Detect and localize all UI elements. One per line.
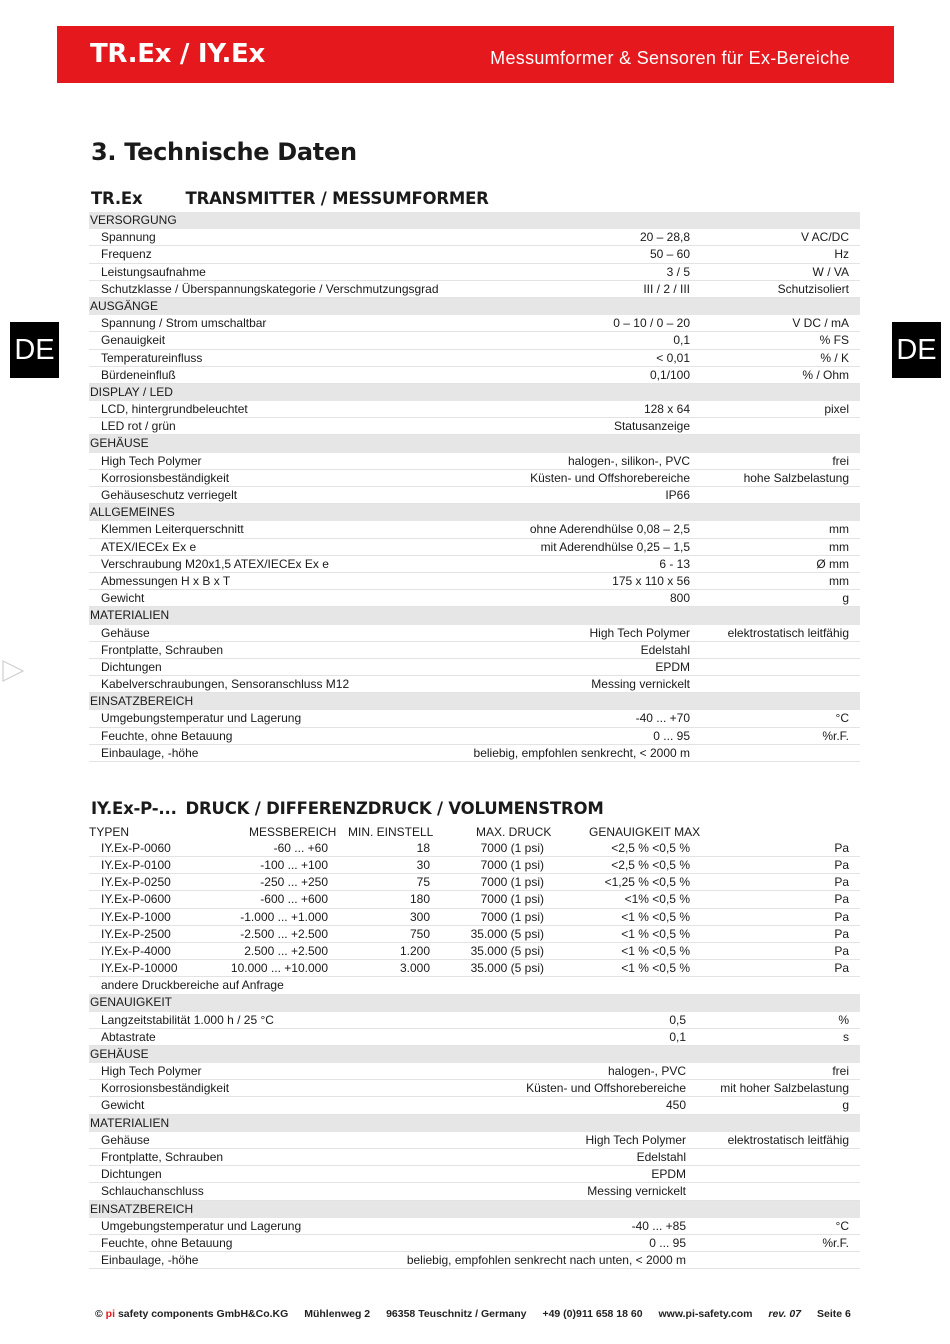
- type-accuracy: <2,5 % <0,5 %: [611, 858, 690, 873]
- spec-row: [89, 487, 860, 504]
- spec-unit: °C: [835, 711, 849, 726]
- section-title-pressure: [91, 799, 604, 818]
- footer-company: safety components GmbH&Co.KG: [117, 1308, 289, 1320]
- type-name: IY.Ex-P-10000: [101, 960, 178, 975]
- spec-row: [89, 418, 860, 435]
- spec-value: Küsten- und Offshorebereiche: [526, 1081, 686, 1096]
- type-max-pressure: 35.000 (5 psi): [470, 943, 544, 958]
- type-unit: Pa: [834, 943, 849, 958]
- section-code: IY.Ex-P-...: [91, 799, 177, 818]
- category-label: EINSATZBEREICH: [90, 694, 194, 709]
- spec-label: Genauigkeit: [101, 333, 166, 348]
- spec-value: 128 x 64: [643, 402, 690, 417]
- spec-value: High Tech Polymer: [589, 625, 690, 640]
- category-header: [89, 1201, 860, 1218]
- spec-label: LCD, hintergrundbeleuchtet: [101, 402, 248, 417]
- spec-unit: g: [842, 1098, 849, 1113]
- header-title: TR.Ex / IY.Ex: [90, 39, 265, 69]
- section-code: TR.Ex: [91, 189, 143, 208]
- type-range: 10.000 ... +10.000: [230, 960, 328, 975]
- type-unit: Pa: [834, 858, 849, 873]
- spec-label: Frequenz: [101, 247, 152, 262]
- spec-label: LED rot / grün: [101, 419, 176, 434]
- type-accuracy: <1,25 % <0,5 %: [604, 875, 690, 890]
- spec-unit: mm: [829, 573, 849, 588]
- page-title: 3. Technische Daten: [91, 138, 357, 166]
- type-name: IY.Ex-P-1000: [101, 909, 171, 924]
- spec-value: 0 – 10 / 0 – 20: [613, 316, 690, 331]
- language-tab-left: DE: [10, 322, 59, 378]
- spec-unit: °C: [835, 1218, 849, 1233]
- spec-value: 20 – 28,8: [639, 230, 690, 245]
- type-max-pressure: 7000 (1 psi): [480, 909, 544, 924]
- header-subtitle: Messumformer & Sensoren für Ex-Bereiche: [490, 48, 850, 68]
- section-heading: TRANSMITTER / MESSUMFORMER: [185, 189, 489, 208]
- spec-value: Edelstahl: [640, 642, 690, 657]
- type-name: IY.Ex-P-0250: [101, 875, 171, 890]
- type-min-setting: 1.200: [399, 943, 430, 958]
- spec-value: 6 - 13: [659, 556, 690, 571]
- spec-value: -40 ... +70: [635, 711, 690, 726]
- spec-unit: g: [842, 591, 849, 606]
- spec-unit: W / VA: [812, 264, 849, 279]
- spec-label: Dichtungen: [101, 1167, 162, 1182]
- spec-label: High Tech Polymer: [101, 1064, 202, 1079]
- type-range: -60 ... +60: [273, 841, 328, 855]
- category-label: MATERIALIEN: [90, 1115, 170, 1130]
- spec-unit: Hz: [834, 247, 849, 262]
- spec-unit: %: [838, 1012, 849, 1027]
- spec-value: 0 ... 95: [649, 1235, 686, 1250]
- type-unit: Pa: [834, 875, 849, 890]
- spec-value: 3 / 5: [666, 264, 690, 279]
- spec-label: Korrosionsbeständigkeit: [101, 470, 230, 485]
- spec-value: 0,1: [669, 1029, 686, 1044]
- category-header: [89, 504, 860, 521]
- type-accuracy: <1 % <0,5 %: [621, 926, 690, 941]
- category-label: DISPLAY / LED: [90, 384, 173, 399]
- spec-value: Edelstahl: [636, 1150, 686, 1164]
- spec-value: < 0,01: [656, 350, 690, 365]
- spec-value: ohne Aderendhülse 0,08 – 2,5: [529, 522, 690, 537]
- type-min-setting: 300: [409, 909, 430, 924]
- spec-value: Messing vernickelt: [591, 677, 690, 692]
- type-row: [89, 840, 860, 857]
- spec-label: Kabelverschraubungen, Sensoranschluss M12: [101, 677, 350, 692]
- spec-row: [89, 710, 860, 727]
- spec-unit: %r.F.: [822, 728, 849, 743]
- spec-value: 0,5: [669, 1012, 686, 1027]
- spec-label: Spannung: [101, 230, 156, 245]
- note-text: andere Druckbereiche auf Anfrage: [101, 978, 284, 993]
- footer-web[interactable]: www.pi-safety.com: [658, 1308, 753, 1320]
- type-accuracy: <1% <0,5 %: [624, 892, 690, 907]
- type-min-setting: 180: [409, 892, 430, 907]
- spec-value: 50 – 60: [649, 247, 690, 262]
- type-range: -2.500 ... +2.500: [240, 926, 328, 941]
- type-row: [89, 926, 860, 943]
- type-name: IY.Ex-P-4000: [101, 943, 171, 958]
- spec-row: [89, 1252, 860, 1269]
- category-label: VERSORGUNG: [90, 213, 177, 227]
- spec-row: [89, 1012, 860, 1029]
- spec-value: 0,1/100: [649, 367, 690, 382]
- type-accuracy: <1 % <0,5 %: [621, 960, 690, 975]
- spec-row: [89, 1063, 860, 1080]
- spec-row: [89, 1183, 860, 1200]
- spec-label: Einbaulage, -höhe: [101, 1253, 199, 1268]
- type-range: -100 ... +100: [260, 858, 328, 873]
- spec-table-pressure: [89, 822, 860, 1269]
- type-max-pressure: 7000 (1 psi): [480, 858, 544, 873]
- col-header-accuracy: GENAUIGKEIT MAX: [589, 825, 701, 839]
- spec-unit: Ø mm: [816, 556, 849, 571]
- spec-row: [89, 1080, 860, 1097]
- section-heading: DRUCK / DIFFERENZDRUCK / VOLUMENSTROM: [185, 799, 604, 818]
- spec-row: [89, 1132, 860, 1149]
- spec-unit: % / K: [820, 350, 849, 365]
- spec-label: Temperatureinfluss: [101, 350, 203, 365]
- spec-label: Gewicht: [101, 591, 145, 606]
- spec-row: [89, 367, 860, 384]
- type-accuracy: <1 % <0,5 %: [621, 943, 690, 958]
- spec-label: Feuchte, ohne Betauung: [101, 728, 233, 743]
- spec-row: [89, 539, 860, 556]
- type-name: IY.Ex-P-2500: [101, 926, 171, 941]
- spec-unit: V DC / mA: [792, 316, 849, 331]
- spec-value: halogen-, PVC: [607, 1064, 686, 1079]
- type-max-pressure: 7000 (1 psi): [480, 875, 544, 890]
- types-list: [89, 840, 860, 977]
- spec-unit: frei: [832, 1064, 849, 1079]
- col-header-min: MIN. EINSTELL: [348, 825, 434, 839]
- spec-value: 0 ... 95: [653, 728, 690, 743]
- type-row: [89, 943, 860, 960]
- spec-row: [89, 745, 860, 762]
- category-header: [89, 1115, 860, 1132]
- spec-unit: % / Ohm: [802, 367, 849, 382]
- spec-label: Dichtungen: [101, 659, 162, 674]
- spec-label: Spannung / Strom umschaltbar: [101, 316, 267, 331]
- footer-revision: rev. 07: [768, 1308, 802, 1320]
- spec-label: Gehäuse: [101, 625, 150, 640]
- type-range: -250 ... +250: [260, 875, 328, 890]
- type-max-pressure: 35.000 (5 psi): [470, 926, 544, 941]
- spec-unit: mit hoher Salzbelastung: [720, 1081, 849, 1096]
- spec-unit: elektrostatisch leitfähig: [727, 625, 849, 640]
- type-max-pressure: 7000 (1 psi): [480, 841, 544, 855]
- spec-label: Frontplatte, Schrauben: [101, 642, 224, 657]
- footer-copyright: ©: [95, 1308, 103, 1320]
- category-label: GEHÄUSE: [90, 1046, 149, 1061]
- footer: [95, 1308, 864, 1320]
- type-accuracy: <2,5 % <0,5 %: [611, 841, 690, 855]
- category-header: [89, 693, 860, 710]
- spec-row: [89, 573, 860, 590]
- spec-value: -40 ... +85: [631, 1218, 686, 1233]
- spec-value: 450: [665, 1098, 686, 1113]
- spec-value: III / 2 / III: [643, 281, 690, 296]
- category-label: MATERIALIEN: [90, 608, 170, 623]
- spec-row: [89, 453, 860, 470]
- type-name: IY.Ex-P-0100: [101, 858, 171, 873]
- type-min-setting: 75: [416, 875, 430, 890]
- type-min-setting: 3.000: [399, 960, 430, 975]
- spec-unit: elektrostatisch leitfähig: [727, 1132, 849, 1147]
- col-header-types: TYPEN: [89, 825, 130, 839]
- spec-value: halogen-, silikon-, PVC: [567, 453, 690, 468]
- spec-label: ATEX/IECEx Ex e: [101, 539, 197, 554]
- footer-page-number: Seite 6: [817, 1308, 851, 1320]
- spec-label: Abtastrate: [101, 1029, 156, 1044]
- type-row: [89, 960, 860, 977]
- spec-unit: mm: [829, 522, 849, 537]
- type-min-setting: 750: [409, 926, 430, 941]
- type-unit: Pa: [834, 926, 849, 941]
- spec-row: [89, 1235, 860, 1252]
- spec-unit: V AC/DC: [800, 230, 849, 245]
- type-unit: Pa: [834, 909, 849, 924]
- spec-value: EPDM: [655, 659, 690, 674]
- spec-value: EPDM: [651, 1167, 686, 1182]
- type-range: -1.000 ... +1.000: [240, 909, 328, 924]
- type-max-pressure: 7000 (1 psi): [480, 892, 544, 907]
- type-min-setting: 18: [416, 841, 430, 855]
- type-name: IY.Ex-P-0060: [101, 841, 171, 855]
- spec-row: [89, 315, 860, 332]
- spec-row: [89, 659, 860, 676]
- spec-value: High Tech Polymer: [585, 1132, 686, 1147]
- spec-row: [89, 728, 860, 745]
- footer-brand: pi: [105, 1308, 116, 1320]
- spec-label: Feuchte, ohne Betauung: [101, 1235, 233, 1250]
- spec-row: [89, 676, 860, 693]
- category-label: ALLGEMEINES: [90, 505, 175, 520]
- spec-row: [89, 350, 860, 367]
- category-label: EINSATZBEREICH: [90, 1201, 194, 1216]
- category-header: [89, 994, 860, 1011]
- footer-city: 96358 Teuschnitz / Germany: [386, 1308, 527, 1320]
- spec-label: Korrosionsbeständigkeit: [101, 1081, 230, 1096]
- spec-label: Frontplatte, Schrauben: [101, 1150, 224, 1164]
- spec-row: [89, 625, 860, 642]
- category-header: [89, 1046, 860, 1063]
- spec-row: [89, 556, 860, 573]
- spec-label: Klemmen Leiterquerschnitt: [101, 522, 244, 537]
- type-range: 2.500 ... +2.500: [244, 943, 328, 958]
- spec-row: [89, 642, 860, 659]
- spec-value: 800: [669, 591, 690, 606]
- spec-value: beliebig, empfohlen senkrecht nach unten, < 2000 m: [406, 1253, 686, 1268]
- header-bar: [57, 26, 894, 83]
- category-header: [89, 212, 860, 229]
- category-header: [89, 384, 860, 401]
- spec-unit: %r.F.: [822, 1235, 849, 1250]
- footer-phone: +49 (0)911 658 18 60: [542, 1308, 643, 1320]
- types-header-row: [89, 822, 860, 840]
- spec-row: [89, 1029, 860, 1046]
- spec-unit: frei: [832, 453, 849, 468]
- spec-value: Küsten- und Offshorebereiche: [530, 470, 690, 485]
- spec-unit: hohe Salzbelastung: [743, 470, 849, 485]
- spec-value: IP66: [665, 488, 690, 502]
- spec-row: [89, 281, 860, 298]
- category-label: AUSGÄNGE: [90, 298, 159, 313]
- spec-label: Einbaulage, -höhe: [101, 745, 199, 760]
- type-range: -600 ... +600: [260, 892, 328, 907]
- spec-unit: % FS: [819, 333, 849, 348]
- spec-label: Bürdeneinfluß: [101, 367, 176, 382]
- col-header-range: MESSBEREICH: [249, 825, 337, 839]
- spec-row: [89, 332, 860, 349]
- footer-street: Mühlenweg 2: [304, 1308, 371, 1320]
- spec-label: Leistungsaufnahme: [101, 264, 206, 279]
- spec-label: Schlauchanschluss: [101, 1184, 204, 1199]
- category-header: [89, 435, 860, 452]
- type-unit: Pa: [834, 892, 849, 907]
- section-title-transmitter: [91, 189, 489, 208]
- spec-unit: s: [843, 1029, 849, 1044]
- spec-value: beliebig, empfohlen senkrecht, < 2000 m: [473, 745, 690, 760]
- spec-row: [89, 1149, 860, 1166]
- type-row: [89, 857, 860, 874]
- spec-value: Statusanzeige: [613, 419, 690, 434]
- type-name: IY.Ex-P-0600: [101, 892, 171, 907]
- spec-row: [89, 229, 860, 246]
- type-row: [89, 891, 860, 908]
- col-header-max: MAX. DRUCK: [476, 825, 552, 839]
- spec-value: Messing vernickelt: [587, 1184, 686, 1199]
- spec-row: [89, 1166, 860, 1183]
- spec-label: Gewicht: [101, 1098, 145, 1113]
- spec-label: Umgebungstemperatur und Lagerung: [101, 711, 302, 726]
- spec-label: Umgebungstemperatur und Lagerung: [101, 1218, 302, 1233]
- spec-label: Gehäuse: [101, 1132, 150, 1147]
- spec-row: [89, 246, 860, 263]
- spec-table-transmitter: [89, 212, 860, 762]
- spec-row: [89, 590, 860, 607]
- spec-row: [89, 1097, 860, 1114]
- category-header: [89, 298, 860, 315]
- spec-label: Gehäuseschutz verriegelt: [101, 488, 238, 502]
- spec-row: [89, 521, 860, 538]
- spec-label: Abmessungen H x B x T: [101, 573, 231, 588]
- category-label: GENAUIGKEIT: [90, 995, 173, 1010]
- type-row: [89, 909, 860, 926]
- type-unit: Pa: [834, 960, 849, 975]
- spec-row: [89, 1218, 860, 1235]
- category-header: [89, 607, 860, 624]
- page-marker-triangle-icon: [2, 660, 26, 682]
- type-row: [89, 874, 860, 891]
- type-accuracy: <1 % <0,5 %: [621, 909, 690, 924]
- spec-unit: pixel: [824, 402, 849, 417]
- type-unit: Pa: [834, 841, 849, 855]
- language-tab-right: DE: [892, 322, 941, 378]
- type-min-setting: 30: [416, 858, 430, 873]
- spec-value: 175 x 110 x 56: [612, 573, 690, 588]
- spec-label: Verschraubung M20x1,5 ATEX/IECEx Ex e: [101, 556, 329, 571]
- category-label: GEHÄUSE: [90, 436, 149, 451]
- spec-unit: mm: [829, 539, 849, 554]
- type-max-pressure: 35.000 (5 psi): [470, 960, 544, 975]
- spec-row: [89, 401, 860, 418]
- spec-row: [89, 470, 860, 487]
- spec-value: mit Aderendhülse 0,25 – 1,5: [540, 539, 690, 554]
- spec-value: 0,1: [673, 333, 690, 348]
- spec-unit: Schutzisoliert: [777, 281, 849, 296]
- spec-label: High Tech Polymer: [101, 453, 202, 468]
- note-row: [89, 977, 860, 994]
- spec-label: Schutzklasse / Überspannungskategorie / Verschmutzungsgrad: [101, 281, 439, 296]
- spec-rows-pressure: [89, 994, 860, 1269]
- spec-row: [89, 264, 860, 281]
- spec-label: Langzeitstabilität 1.000 h / 25 °C: [101, 1012, 274, 1027]
